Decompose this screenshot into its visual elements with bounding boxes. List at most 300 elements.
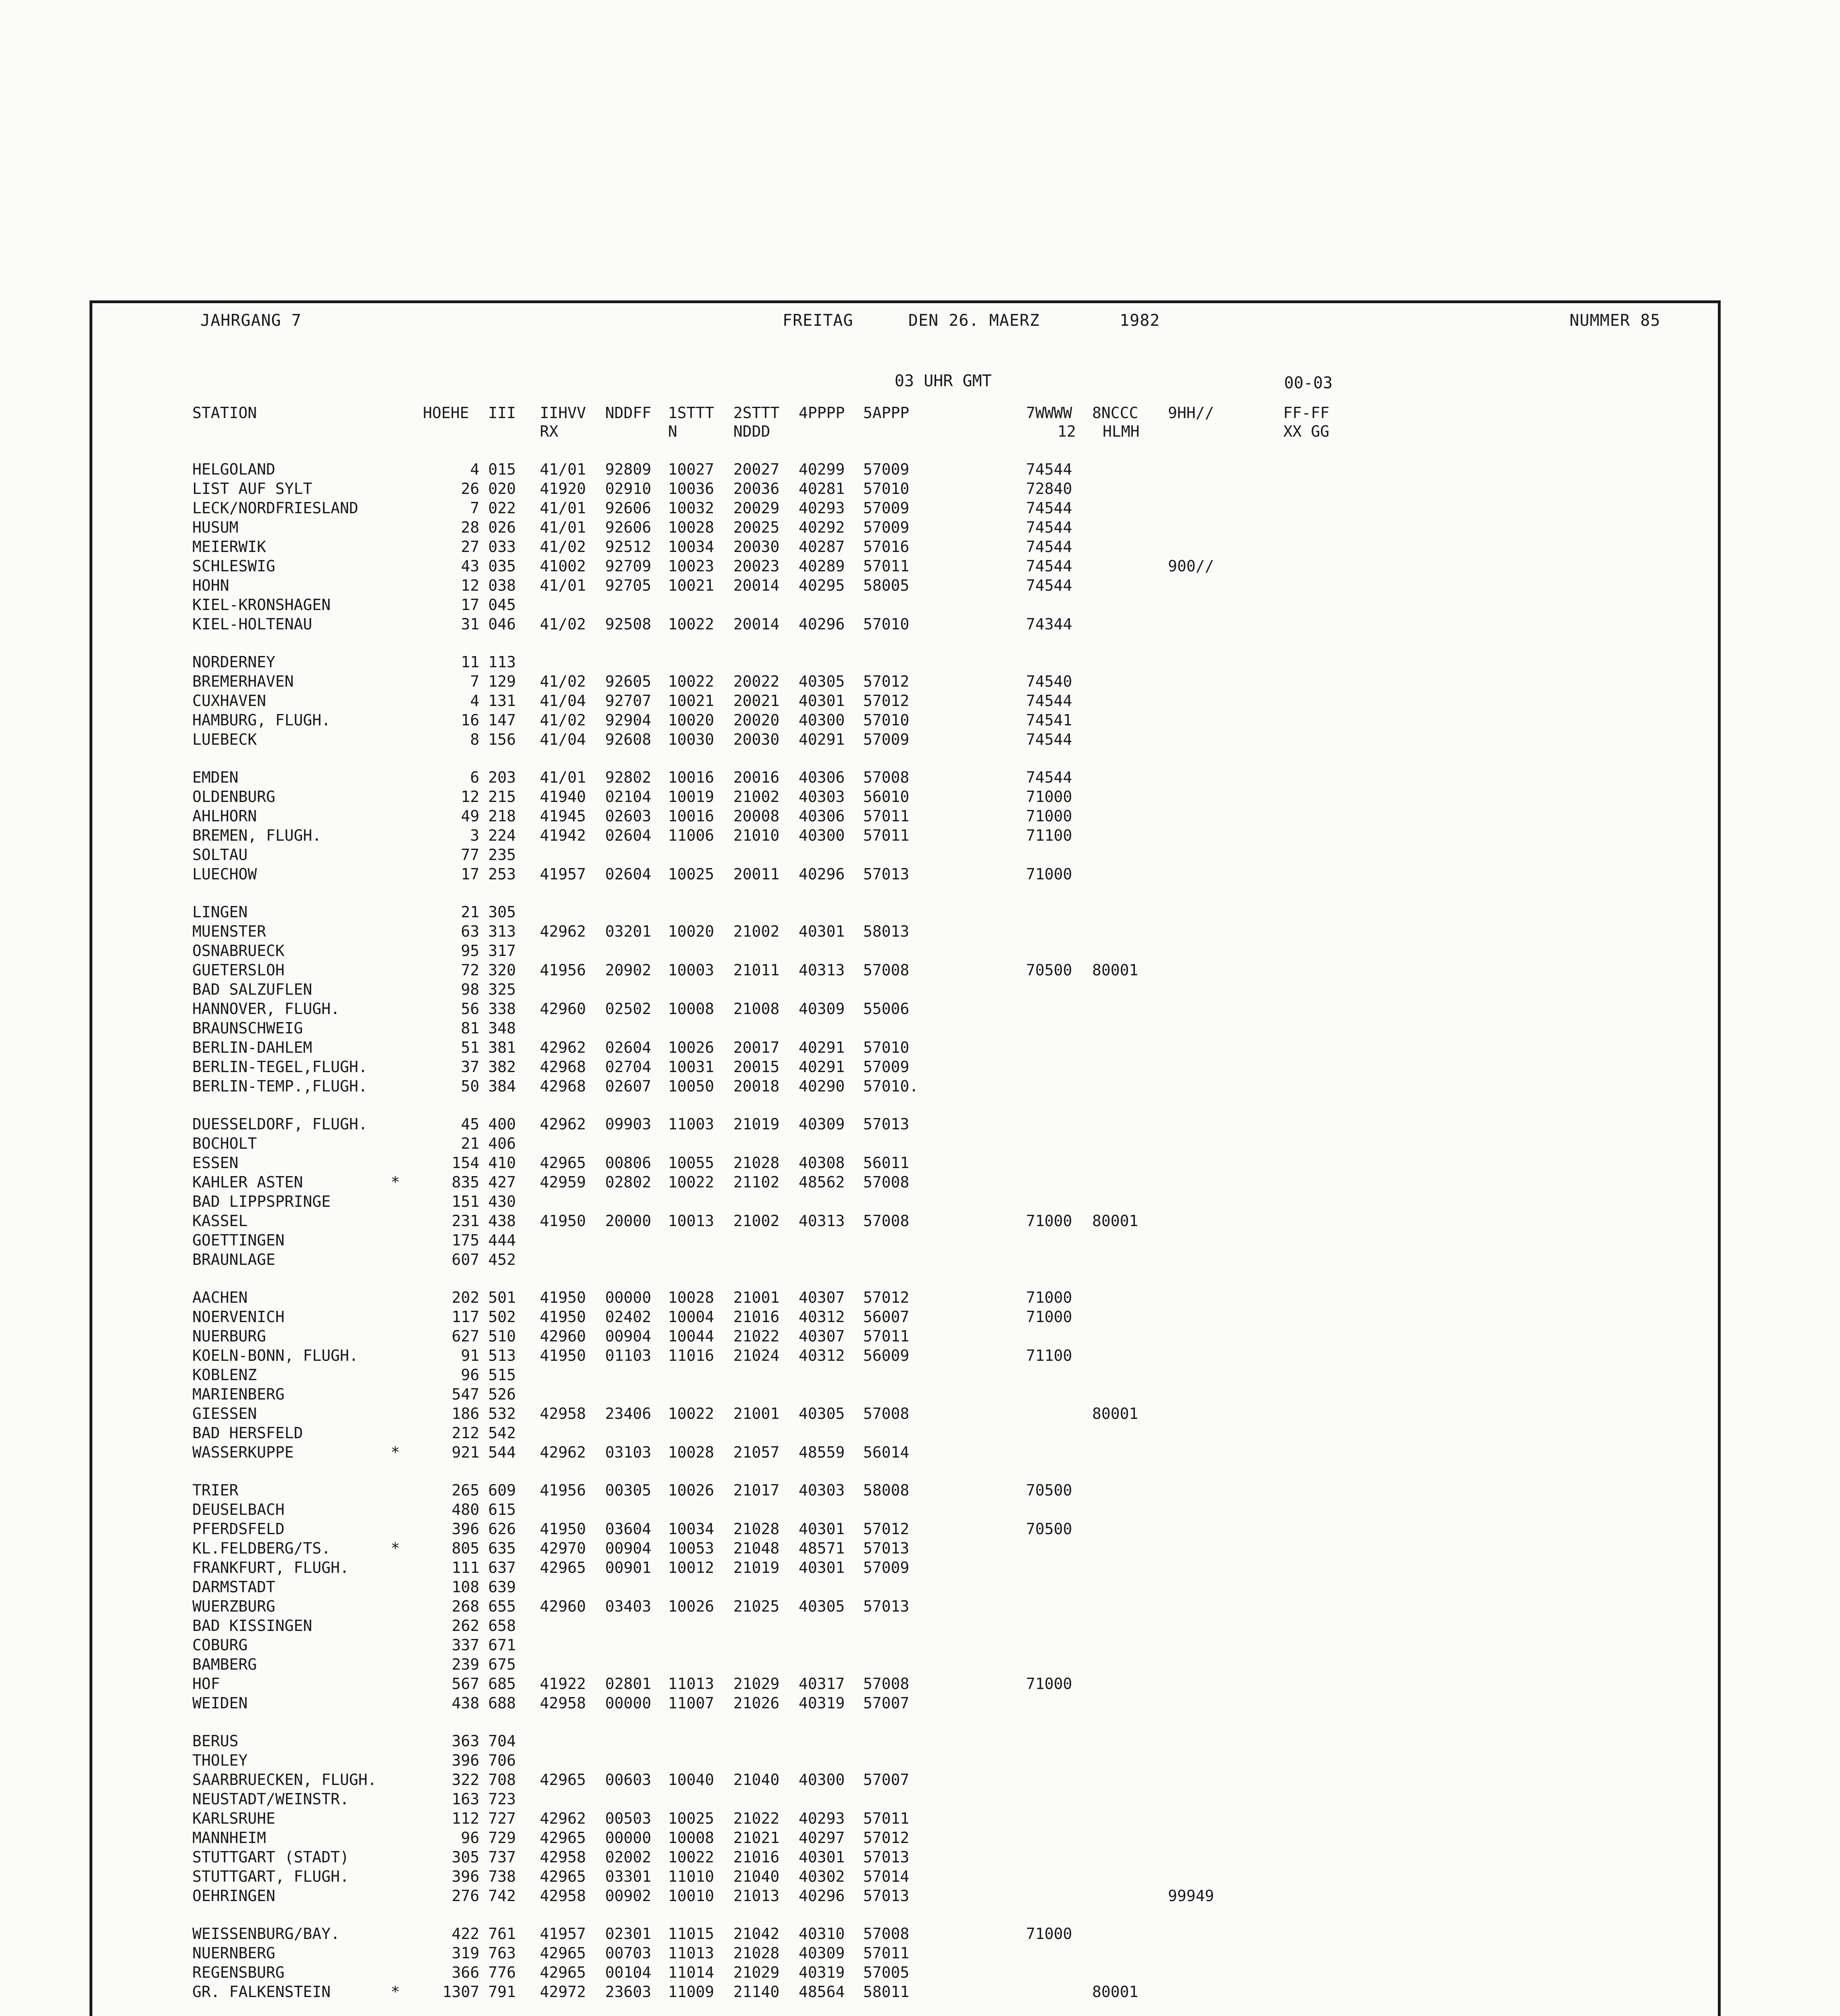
station-height: 26 xyxy=(461,480,479,498)
station-index: 609 xyxy=(488,1481,516,1499)
group-7wwww: 74544 xyxy=(1026,519,1072,536)
group-4pppp: 40319 xyxy=(799,1964,845,1981)
station-name: OLDENBURG xyxy=(192,788,275,806)
station-height: 175 xyxy=(452,1231,479,1249)
group-1sttt: 10013 xyxy=(668,1212,714,1230)
station-name: LUEBECK xyxy=(192,731,257,748)
station-name: BREMERHAVEN xyxy=(192,673,294,690)
table-row xyxy=(92,942,1718,961)
nddff-value: 92606 xyxy=(605,499,651,517)
station-height: 268 xyxy=(452,1597,479,1615)
station-index: 761 xyxy=(488,1925,516,1943)
group-2sttt: 20011 xyxy=(733,865,780,883)
station-index: 203 xyxy=(488,768,516,786)
station-name: BERUS xyxy=(192,1732,239,1750)
station-height: 7 xyxy=(470,673,479,690)
group-4pppp: 40305 xyxy=(799,1405,845,1422)
station-index: 658 xyxy=(488,1617,516,1635)
station-height: 8 xyxy=(470,731,479,748)
station-index: 430 xyxy=(488,1193,516,1210)
group-2sttt: 20020 xyxy=(733,711,780,729)
nddff-value: 92802 xyxy=(605,768,651,786)
group-7wwww: 74344 xyxy=(1026,615,1072,633)
station-height: 117 xyxy=(452,1308,479,1326)
station-height: 265 xyxy=(452,1481,479,1499)
group-5appp: 57011 xyxy=(863,1327,910,1345)
station-name: BERLIN-TEMP.,FLUGH. xyxy=(192,1077,368,1095)
station-index: 215 xyxy=(488,788,516,806)
nddff-value: 92608 xyxy=(605,731,651,748)
group-4pppp: 40296 xyxy=(799,615,845,633)
iihvv-value: 41/01 xyxy=(540,519,586,536)
station-name: SCHLESWIG xyxy=(192,557,275,575)
station-index: 313 xyxy=(488,923,516,940)
station-name: TRIER xyxy=(192,1481,239,1499)
station-height: 627 xyxy=(452,1327,479,1345)
group-4pppp: 40309 xyxy=(799,1000,845,1018)
group-5appp: 57013 xyxy=(863,1848,910,1866)
station-index: 325 xyxy=(488,981,516,998)
station-index: 156 xyxy=(488,731,516,748)
station-index: 671 xyxy=(488,1636,516,1654)
iihvv-value: 42965 xyxy=(540,1829,586,1847)
iihvv-value: 41/01 xyxy=(540,460,586,478)
group-5appp: 57010 xyxy=(863,480,910,498)
col-8nccc-sub: HLMH xyxy=(1103,423,1140,440)
group-4pppp: 40299 xyxy=(799,460,845,478)
group-4pppp: 40293 xyxy=(799,499,845,517)
group-2sttt: 20017 xyxy=(733,1039,780,1056)
station-index: 400 xyxy=(488,1115,516,1133)
table-row xyxy=(92,1868,1718,1887)
station-name: NUERBURG xyxy=(192,1327,266,1345)
nddff-value: 02910 xyxy=(605,480,651,498)
station-height: 95 xyxy=(461,942,479,960)
station-name: AHLHORN xyxy=(192,807,257,825)
group-5appp: 57010. xyxy=(863,1077,919,1095)
station-name: OSNABRUECK xyxy=(192,942,285,960)
table-row xyxy=(92,596,1718,615)
mountain-mark: * xyxy=(391,1983,400,2001)
group-2sttt: 20025 xyxy=(733,519,780,536)
group-2sttt: 21021 xyxy=(733,1829,780,1847)
group-4pppp: 40305 xyxy=(799,1597,845,1615)
group-2sttt: 21019 xyxy=(733,1559,780,1577)
station-index: 131 xyxy=(488,692,516,710)
station-index: 635 xyxy=(488,1539,516,1557)
group-7wwww: 74544 xyxy=(1026,731,1072,748)
station-height: 77 xyxy=(461,846,479,864)
group-7wwww: 71000 xyxy=(1026,1675,1072,1693)
group-4pppp: 40281 xyxy=(799,480,845,498)
group-9hh: 99949 xyxy=(1168,1887,1214,1905)
station-index: 791 xyxy=(488,1983,516,2001)
table-row xyxy=(92,577,1718,596)
nddff-value: 00806 xyxy=(605,1154,651,1172)
nddff-value: 00104 xyxy=(605,1964,651,1981)
group-2sttt: 20008 xyxy=(733,807,780,825)
group-1sttt: 11013 xyxy=(668,1944,714,1962)
station-index: 046 xyxy=(488,615,516,633)
group-7wwww: 74544 xyxy=(1026,557,1072,575)
nddff-value: 00904 xyxy=(605,1327,651,1345)
station-index: 727 xyxy=(488,1810,516,1827)
iihvv-value: 41/01 xyxy=(540,577,586,594)
table-row xyxy=(92,480,1718,499)
group-2sttt: 20027 xyxy=(733,460,780,478)
iihvv-value: 41956 xyxy=(540,961,586,979)
group-4pppp: 40291 xyxy=(799,1058,845,1076)
table-row xyxy=(92,1135,1718,1154)
group-7wwww: 74541 xyxy=(1026,711,1072,729)
station-name: BERLIN-DAHLEM xyxy=(192,1039,312,1056)
station-name: LUECHOW xyxy=(192,865,257,883)
iihvv-value: 41/02 xyxy=(540,711,586,729)
group-4pppp: 40301 xyxy=(799,692,845,710)
group-7wwww: 74544 xyxy=(1026,538,1072,556)
station-height: 3 xyxy=(470,827,479,844)
station-index: 438 xyxy=(488,1212,516,1230)
table-row xyxy=(92,673,1718,692)
table-row xyxy=(92,903,1718,923)
group-2sttt: 21042 xyxy=(733,1925,780,1943)
iihvv-value: 42970 xyxy=(540,1539,586,1557)
table-row xyxy=(92,1539,1718,1559)
group-1sttt: 10034 xyxy=(668,1520,714,1538)
station-height: 835 xyxy=(452,1173,479,1191)
iihvv-value: 42965 xyxy=(540,1964,586,1981)
group-2sttt: 21028 xyxy=(733,1944,780,1962)
nddff-value: 92705 xyxy=(605,577,651,594)
table-row xyxy=(92,653,1718,673)
station-height: 96 xyxy=(461,1829,479,1847)
table-row xyxy=(92,1597,1718,1617)
station-name: BOCHOLT xyxy=(192,1135,257,1152)
group-2sttt: 21002 xyxy=(733,1212,780,1230)
station-name: BAMBERG xyxy=(192,1656,257,1673)
station-height: 21 xyxy=(461,1135,479,1152)
station-index: 026 xyxy=(488,519,516,536)
nddff-value: 23406 xyxy=(605,1405,651,1422)
station-name: ESSEN xyxy=(192,1154,239,1172)
col-station: STATION xyxy=(192,404,257,422)
group-7wwww: 71000 xyxy=(1026,1289,1072,1306)
iihvv-value: 41942 xyxy=(540,827,586,844)
table-row xyxy=(92,768,1718,788)
station-name: HOHN xyxy=(192,577,229,594)
group-1sttt: 10020 xyxy=(668,923,714,940)
table-row xyxy=(92,1366,1718,1385)
group-1sttt: 10044 xyxy=(668,1327,714,1345)
station-height: 43 xyxy=(461,557,479,575)
iihvv-value: 41957 xyxy=(540,1925,586,1943)
nddff-value: 00901 xyxy=(605,1559,651,1577)
group-4pppp: 40289 xyxy=(799,557,845,575)
group-2sttt: 21022 xyxy=(733,1810,780,1827)
group-5appp: 57007 xyxy=(863,1694,910,1712)
station-index: 510 xyxy=(488,1327,516,1345)
group-2sttt: 21029 xyxy=(733,1675,780,1693)
station-index: 708 xyxy=(488,1771,516,1789)
group-4pppp: 40287 xyxy=(799,538,845,556)
table-row xyxy=(92,1559,1718,1578)
nddff-value: 02402 xyxy=(605,1308,651,1326)
station-index: 129 xyxy=(488,673,516,690)
station-name: DEUSELBACH xyxy=(192,1501,285,1518)
group-2sttt: 21040 xyxy=(733,1868,780,1885)
group-1sttt: 10021 xyxy=(668,692,714,710)
station-name: GOETTINGEN xyxy=(192,1231,285,1249)
iihvv-value: 41950 xyxy=(540,1308,586,1326)
group-4pppp: 48562 xyxy=(799,1173,845,1191)
group-7wwww: 71100 xyxy=(1026,1347,1072,1364)
iihvv-value: 41/02 xyxy=(540,673,586,690)
table-row xyxy=(92,1443,1718,1463)
group-4pppp: 40309 xyxy=(799,1115,845,1133)
table-row xyxy=(92,557,1718,577)
station-height: 151 xyxy=(452,1193,479,1210)
group-2sttt: 21002 xyxy=(733,923,780,940)
nddff-value: 92605 xyxy=(605,673,651,690)
station-height: 49 xyxy=(461,807,479,825)
group-2sttt: 21048 xyxy=(733,1539,780,1557)
group-4pppp: 40310 xyxy=(799,1925,845,1943)
iihvv-value: 42968 xyxy=(540,1077,586,1095)
station-name: LINGEN xyxy=(192,903,248,921)
col-7wwww-sub: 12 xyxy=(1057,423,1076,440)
station-name: KOELN-BONN, FLUGH. xyxy=(192,1347,358,1364)
station-table xyxy=(92,460,1718,2016)
station-height: 396 xyxy=(452,1868,479,1885)
iihvv-value: 42972 xyxy=(540,1983,586,2001)
station-name: WASSERKUPPE xyxy=(192,1443,294,1461)
station-height: 567 xyxy=(452,1675,479,1693)
station-height: 154 xyxy=(452,1154,479,1172)
table-row xyxy=(92,1617,1718,1636)
group-2sttt: 21010 xyxy=(733,827,780,844)
station-name: BREMEN, FLUGH. xyxy=(192,827,322,844)
group-2sttt: 20021 xyxy=(733,692,780,710)
group-2sttt: 21013 xyxy=(733,1887,780,1905)
station-index: 384 xyxy=(488,1077,516,1095)
station-height: 45 xyxy=(461,1115,479,1133)
jahrgang: JAHRGANG 7 xyxy=(200,311,302,330)
station-name: HAMBURG, FLUGH. xyxy=(192,711,331,729)
table-row xyxy=(92,1289,1718,1308)
group-1sttt: 11015 xyxy=(668,1925,714,1943)
group-2sttt: 20023 xyxy=(733,557,780,575)
group-2sttt: 21024 xyxy=(733,1347,780,1364)
station-height: 438 xyxy=(452,1694,479,1712)
station-height: 98 xyxy=(461,981,479,998)
group-7wwww: 71000 xyxy=(1026,1212,1072,1230)
station-index: 526 xyxy=(488,1385,516,1403)
station-index: 763 xyxy=(488,1944,516,1962)
station-index: 685 xyxy=(488,1675,516,1693)
table-row xyxy=(92,1501,1718,1520)
station-name: BRAUNLAGE xyxy=(192,1251,275,1268)
table-row xyxy=(92,1810,1718,1829)
group-1sttt: 10027 xyxy=(668,460,714,478)
station-index: 655 xyxy=(488,1597,516,1615)
iihvv-value: 41940 xyxy=(540,788,586,806)
station-name: BAD LIPPSPRINGE xyxy=(192,1193,331,1210)
group-4pppp: 40295 xyxy=(799,577,845,594)
group-4pppp: 40296 xyxy=(799,865,845,883)
iihvv-value: 41920 xyxy=(540,480,586,498)
station-height: 50 xyxy=(461,1077,479,1095)
station-height: 1307 xyxy=(442,1983,479,2001)
nddff-value: 02604 xyxy=(605,1039,651,1056)
group-2sttt: 21040 xyxy=(733,1771,780,1789)
group-4pppp: 40302 xyxy=(799,1868,845,1885)
iihvv-value: 42965 xyxy=(540,1944,586,1962)
group-2sttt: 20036 xyxy=(733,480,780,498)
group-1sttt: 10016 xyxy=(668,807,714,825)
group-8nccc: 80001 xyxy=(1092,1405,1139,1422)
group-5appp: 57008 xyxy=(863,1675,910,1693)
station-height: 337 xyxy=(452,1636,479,1654)
station-height: 28 xyxy=(461,519,479,536)
group-2sttt: 20022 xyxy=(733,673,780,690)
group-5appp: 57013 xyxy=(863,1597,910,1615)
station-height: 12 xyxy=(461,577,479,594)
table-row xyxy=(92,1944,1718,1964)
table-row xyxy=(92,807,1718,827)
group-5appp: 57013 xyxy=(863,1115,910,1133)
iihvv-value: 42958 xyxy=(540,1405,586,1422)
station-name: BAD SALZUFLEN xyxy=(192,981,312,998)
station-name: AACHEN xyxy=(192,1289,248,1306)
station-index: 444 xyxy=(488,1231,516,1249)
nddff-value: 20000 xyxy=(605,1212,651,1230)
nddff-value: 00603 xyxy=(605,1771,651,1789)
table-row xyxy=(92,1212,1718,1231)
group-1sttt: 11013 xyxy=(668,1675,714,1693)
table-row xyxy=(92,923,1718,942)
group-4pppp: 40293 xyxy=(799,1810,845,1827)
station-height: 396 xyxy=(452,1752,479,1769)
station-name: GR. FALKENSTEIN xyxy=(192,1983,331,2001)
weekday: FREITAG xyxy=(783,311,853,330)
group-1sttt: 10016 xyxy=(668,768,714,786)
nddff-value: 00703 xyxy=(605,1944,651,1962)
group-8nccc: 80001 xyxy=(1092,1212,1139,1230)
group-7wwww: 70500 xyxy=(1026,1481,1072,1499)
nddff-value: 02604 xyxy=(605,827,651,844)
iihvv-value: 41950 xyxy=(540,1212,586,1230)
group-5appp: 57016 xyxy=(863,538,910,556)
group-1sttt: 11003 xyxy=(668,1115,714,1133)
station-index: 737 xyxy=(488,1848,516,1866)
group-4pppp: 40313 xyxy=(799,1212,845,1230)
group-5appp: 57014 xyxy=(863,1868,910,1885)
station-height: 239 xyxy=(452,1656,479,1673)
station-index: 615 xyxy=(488,1501,516,1518)
group-7wwww: 71000 xyxy=(1026,865,1072,883)
nddff-value: 01103 xyxy=(605,1347,651,1364)
group-1sttt: 10004 xyxy=(668,1308,714,1326)
group-5appp: 57009 xyxy=(863,1058,910,1076)
nddff-value: 00000 xyxy=(605,1289,651,1306)
station-index: 452 xyxy=(488,1251,516,1268)
iihvv-value: 41/02 xyxy=(540,615,586,633)
station-index: 224 xyxy=(488,827,516,844)
col-ff-sub: XX GG xyxy=(1283,423,1330,440)
group-4pppp: 40317 xyxy=(799,1675,845,1693)
station-height: 6 xyxy=(470,768,479,786)
group-5appp: 56007 xyxy=(863,1308,910,1326)
station-name: MUENSTER xyxy=(192,923,266,940)
group-4pppp: 48564 xyxy=(799,1983,845,2001)
group-5appp: 58011 xyxy=(863,1983,910,2001)
table-row xyxy=(92,1964,1718,1983)
station-index: 723 xyxy=(488,1790,516,1808)
table-row xyxy=(92,1481,1718,1501)
group-2sttt: 21008 xyxy=(733,1000,780,1018)
group-1sttt: 10021 xyxy=(668,577,714,594)
table-row xyxy=(92,1694,1718,1714)
station-index: 637 xyxy=(488,1559,516,1577)
iihvv-value: 41/04 xyxy=(540,692,586,710)
group-5appp: 57010 xyxy=(863,615,910,633)
station-height: 276 xyxy=(452,1887,479,1905)
group-9hh: 900// xyxy=(1168,557,1214,575)
iihvv-value: 42958 xyxy=(540,1887,586,1905)
station-name: HELGOLAND xyxy=(192,460,275,478)
group-2sttt: 21140 xyxy=(733,1983,780,2001)
station-height: 108 xyxy=(452,1578,479,1596)
group-5appp: 57012 xyxy=(863,692,910,710)
station-index: 544 xyxy=(488,1443,516,1461)
group-1sttt: 11014 xyxy=(668,1964,714,1981)
station-index: 235 xyxy=(488,846,516,864)
mountain-mark: * xyxy=(391,1443,400,1461)
group-5appp: 57008 xyxy=(863,1212,910,1230)
date: DEN 26. MAERZ xyxy=(908,311,1040,330)
station-index: 410 xyxy=(488,1154,516,1172)
group-2sttt: 21001 xyxy=(733,1289,780,1306)
group-2sttt: 21057 xyxy=(733,1443,780,1461)
table-row xyxy=(92,1058,1718,1077)
group-1sttt: 10050 xyxy=(668,1077,714,1095)
table-row xyxy=(92,1424,1718,1443)
station-height: 31 xyxy=(461,615,479,633)
station-height: 202 xyxy=(452,1289,479,1306)
group-1sttt: 10008 xyxy=(668,1000,714,1018)
group-2sttt: 21016 xyxy=(733,1848,780,1866)
table-row xyxy=(92,1636,1718,1656)
table-row xyxy=(92,1000,1718,1019)
group-4pppp: 40305 xyxy=(799,673,845,690)
group-4pppp: 40296 xyxy=(799,1887,845,1905)
mountain-mark: * xyxy=(391,1173,400,1191)
station-height: 366 xyxy=(452,1964,479,1981)
group-5appp: 57011 xyxy=(863,807,910,825)
iihvv-value: 41/01 xyxy=(540,499,586,517)
table-row xyxy=(92,1173,1718,1193)
table-row xyxy=(92,1154,1718,1173)
group-5appp: 57012 xyxy=(863,1520,910,1538)
station-index: 738 xyxy=(488,1868,516,1885)
table-row xyxy=(92,615,1718,635)
station-height: 4 xyxy=(470,460,479,478)
table-row xyxy=(92,1039,1718,1058)
station-name: BAD HERSFELD xyxy=(192,1424,303,1442)
group-1sttt: 10012 xyxy=(668,1559,714,1577)
station-index: 515 xyxy=(488,1366,516,1384)
table-row xyxy=(92,846,1718,865)
